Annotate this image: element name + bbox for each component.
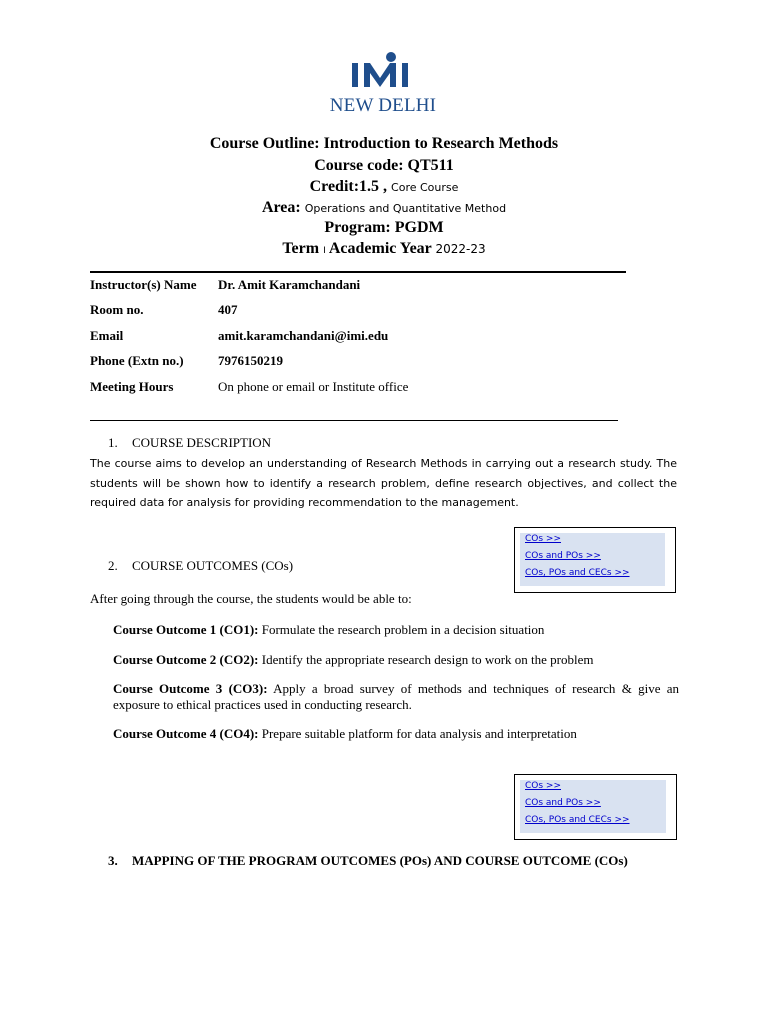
title-divider	[90, 271, 626, 273]
outcome-text: Apply a broad survey of methods and techniques of research & give an exposure to ethical practices used in conducting research.	[113, 681, 679, 712]
course-description-text: The course aims to develop an understanding of Research Methods in carrying out a research study. The students will be shown how to identify a research problem, define research objectives, and collect the required data for analysis for providing recommendation to the management.	[90, 457, 677, 509]
info-divider	[90, 420, 618, 421]
link-cos-pos-cecs[interactable]: COs, POs and CECs >>	[525, 568, 630, 578]
outcome-key: Course Outcome 3 (CO3):	[113, 681, 268, 696]
area-value: Operations and Quantitative Method	[304, 202, 507, 215]
course-outcome-1	[113, 622, 679, 638]
logo-subtitle: NEW DELHI	[329, 95, 437, 116]
section-title: MAPPING OF THE PROGRAM OUTCOMES (POs) AND COURSE OUTCOME (COs)	[132, 853, 628, 868]
info-label: Meeting Hours	[90, 379, 174, 394]
imi-logo-mark	[350, 50, 416, 90]
credit-value: Core Course	[391, 181, 459, 194]
imi-logo	[318, 50, 448, 120]
info-value: On phone or email or Institute office	[218, 379, 409, 394]
term-label: Term	[282, 240, 320, 257]
term-value: 2022-23	[435, 242, 486, 256]
section-number: 2.	[108, 558, 118, 573]
info-label: Room no.	[90, 302, 144, 317]
info-label: Email	[90, 328, 124, 343]
info-value: 7976150219	[218, 353, 283, 368]
outcomes-intro: After going through the course, the students would be able to:	[90, 591, 412, 606]
section-title: COURSE DESCRIPTION	[132, 435, 272, 450]
section-title: COURSE OUTCOMES (COs)	[132, 558, 294, 573]
section-1-heading	[108, 435, 271, 451]
info-value: Dr. Amit Karamchandani	[218, 277, 361, 292]
info-value: 407	[218, 302, 238, 317]
link-cos-pos-cecs[interactable]: COs, POs and CECs >>	[525, 815, 630, 825]
term-separator: I	[323, 246, 326, 256]
outcome-key: Course Outcome 2 (CO2):	[113, 652, 259, 667]
course-outcome-3	[113, 681, 679, 713]
section-number: 3.	[108, 853, 118, 868]
course-term	[0, 239, 768, 261]
section-number: 1.	[108, 435, 118, 450]
info-label: Phone (Extn no.)	[90, 353, 184, 368]
area-label: Area:	[261, 199, 301, 216]
link-cos-and-pos[interactable]: COs and POs >>	[525, 551, 601, 561]
course-credit	[0, 177, 768, 198]
section-2-heading	[108, 558, 293, 574]
outcome-links-box	[514, 527, 676, 593]
info-label: Instructor(s) Name	[90, 277, 197, 292]
logo-globe	[386, 52, 396, 62]
link-cos-and-pos[interactable]: COs and POs >>	[525, 798, 601, 808]
link-cos[interactable]: COs >>	[525, 534, 561, 544]
outcome-links-panel	[520, 533, 665, 586]
course-title: Course Outline: Introduction to Research Methods	[209, 135, 559, 152]
credit-label: Credit:1.5 ,	[309, 178, 388, 195]
outcome-key: Course Outcome 4 (CO4):	[113, 726, 259, 741]
course-outcome-2	[113, 652, 679, 668]
outcome-text: Identify the appropriate research design to work on the problem	[258, 652, 594, 667]
outcome-key: Course Outcome 1 (CO1):	[113, 622, 259, 637]
info-value: amit.karamchandani@imi.edu	[218, 328, 389, 343]
course-area	[0, 198, 768, 219]
term-label-2: Academic Year	[328, 240, 432, 257]
link-cos[interactable]: COs >>	[525, 781, 561, 791]
outcome-text: Prepare suitable platform for data analysis and interpretation	[258, 726, 577, 741]
mapping-links-panel	[520, 780, 666, 833]
course-outcome-4	[113, 726, 679, 742]
section-3-heading	[108, 853, 628, 869]
outcome-text: Formulate the research problem in a decision situation	[258, 622, 545, 637]
mapping-links-box	[514, 774, 677, 840]
course-program: Program: PGDM	[324, 219, 444, 236]
course-code: Course code: QT511	[314, 157, 454, 174]
